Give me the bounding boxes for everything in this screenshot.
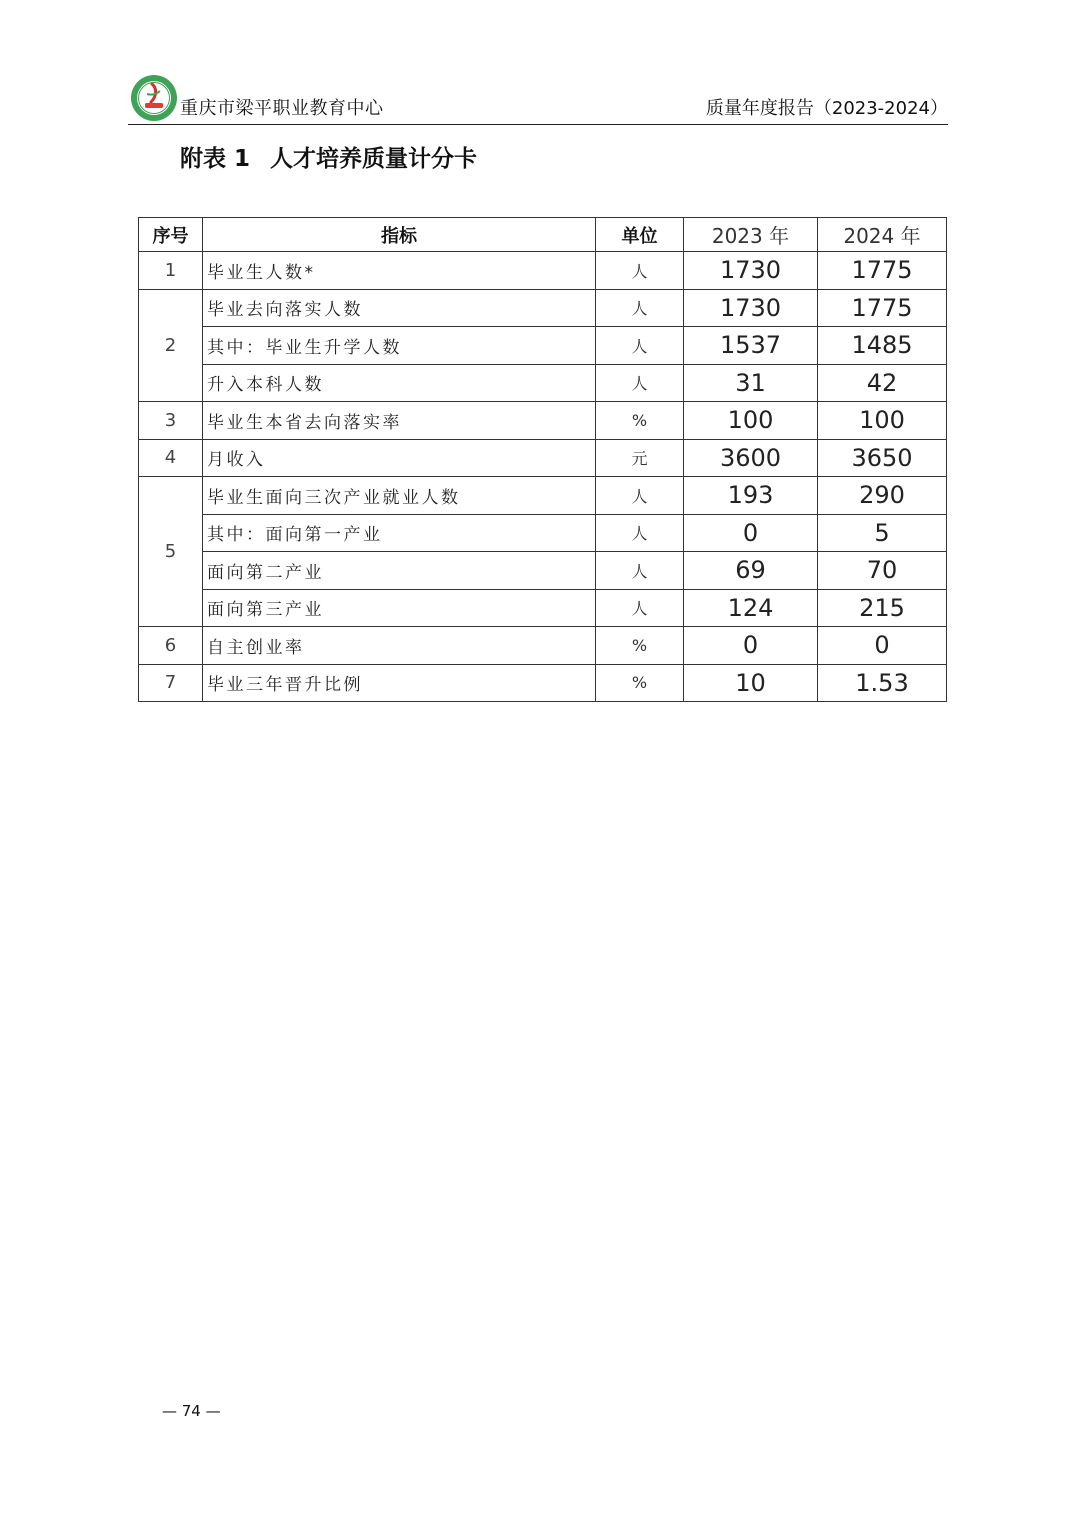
value-2024-cell: 100 bbox=[818, 402, 947, 440]
indicator-cell: 面向第三产业 bbox=[203, 589, 596, 627]
unit-cell: % bbox=[596, 402, 684, 440]
value-2024-cell: 42 bbox=[818, 364, 947, 402]
row-number: 7 bbox=[139, 664, 203, 702]
value-2024-cell: 1.53 bbox=[818, 664, 947, 702]
row-number: 1 bbox=[139, 252, 203, 290]
indicator-cell: 其中：面向第一产业 bbox=[203, 514, 596, 552]
value-2023-cell: 0 bbox=[684, 627, 818, 665]
unit-cell: % bbox=[596, 664, 684, 702]
value-2023-cell: 31 bbox=[684, 364, 818, 402]
column-header-unit: 单位 bbox=[596, 218, 684, 252]
value-2024-cell: 1775 bbox=[818, 289, 947, 327]
value-2023-cell: 0 bbox=[684, 514, 818, 552]
table-row bbox=[139, 514, 947, 552]
row-number: 4 bbox=[139, 439, 203, 477]
table-row bbox=[139, 589, 947, 627]
talent-quality-scorecard-table bbox=[138, 217, 947, 702]
value-2023-cell: 69 bbox=[684, 552, 818, 590]
indicator-cell: 毕业三年晋升比例 bbox=[203, 664, 596, 702]
value-2024-cell: 290 bbox=[818, 477, 947, 515]
row-number: 5 bbox=[139, 477, 203, 627]
value-2023-cell: 1730 bbox=[684, 252, 818, 290]
unit-cell: 人 bbox=[596, 327, 684, 365]
value-2023-cell: 1537 bbox=[684, 327, 818, 365]
value-2024-cell: 1775 bbox=[818, 252, 947, 290]
appendix-title: 人才培养质量计分卡 bbox=[270, 146, 478, 172]
column-header-2024: 2024 年 bbox=[818, 218, 947, 252]
indicator-cell: 毕业去向落实人数 bbox=[203, 289, 596, 327]
value-2023-cell: 3600 bbox=[684, 439, 818, 477]
indicator-cell: 月收入 bbox=[203, 439, 596, 477]
report-title: 质量年度报告（2023-2024） bbox=[705, 98, 948, 119]
page-header bbox=[128, 74, 948, 125]
column-header-2023: 2023 年 bbox=[684, 218, 818, 252]
value-2024-cell: 215 bbox=[818, 589, 947, 627]
column-header-no: 序号 bbox=[139, 218, 203, 252]
appendix-label: 附表 1 bbox=[180, 146, 251, 172]
row-number: 3 bbox=[139, 402, 203, 440]
value-2024-cell: 0 bbox=[818, 627, 947, 665]
table-row bbox=[139, 289, 947, 327]
table-row bbox=[139, 252, 947, 290]
value-2024-cell: 1485 bbox=[818, 327, 947, 365]
table-row bbox=[139, 402, 947, 440]
table-header-row bbox=[139, 218, 947, 252]
table-row bbox=[139, 664, 947, 702]
value-2024-cell: 5 bbox=[818, 514, 947, 552]
value-2024-cell: 70 bbox=[818, 552, 947, 590]
value-2023-cell: 193 bbox=[684, 477, 818, 515]
row-number: 6 bbox=[139, 627, 203, 665]
unit-cell: 人 bbox=[596, 289, 684, 327]
unit-cell: 人 bbox=[596, 552, 684, 590]
table-row bbox=[139, 627, 947, 665]
value-2023-cell: 1730 bbox=[684, 289, 818, 327]
page-number: — 74 — bbox=[162, 1402, 221, 1420]
unit-cell: % bbox=[596, 627, 684, 665]
value-2023-cell: 10 bbox=[684, 664, 818, 702]
school-emblem-icon bbox=[130, 74, 178, 122]
indicator-cell: 毕业生本省去向落实率 bbox=[203, 402, 596, 440]
indicator-cell: 其中：毕业生升学人数 bbox=[203, 327, 596, 365]
row-number: 2 bbox=[139, 289, 203, 402]
column-header-indicator: 指标 bbox=[203, 218, 596, 252]
value-2024-cell: 3650 bbox=[818, 439, 947, 477]
table-row bbox=[139, 439, 947, 477]
unit-cell: 人 bbox=[596, 589, 684, 627]
table-row bbox=[139, 364, 947, 402]
unit-cell: 人 bbox=[596, 364, 684, 402]
value-2023-cell: 100 bbox=[684, 402, 818, 440]
unit-cell: 人 bbox=[596, 252, 684, 290]
unit-cell: 元 bbox=[596, 439, 684, 477]
table-row bbox=[139, 552, 947, 590]
indicator-cell: 毕业生面向三次产业就业人数 bbox=[203, 477, 596, 515]
school-name: 重庆市梁平职业教育中心 bbox=[180, 98, 384, 119]
page-title bbox=[180, 140, 477, 173]
unit-cell: 人 bbox=[596, 477, 684, 515]
table-row bbox=[139, 327, 947, 365]
table-row bbox=[139, 477, 947, 515]
indicator-cell: 毕业生人数* bbox=[203, 252, 596, 290]
value-2023-cell: 124 bbox=[684, 589, 818, 627]
indicator-cell: 自主创业率 bbox=[203, 627, 596, 665]
unit-cell: 人 bbox=[596, 514, 684, 552]
indicator-cell: 面向第二产业 bbox=[203, 552, 596, 590]
indicator-cell: 升入本科人数 bbox=[203, 364, 596, 402]
